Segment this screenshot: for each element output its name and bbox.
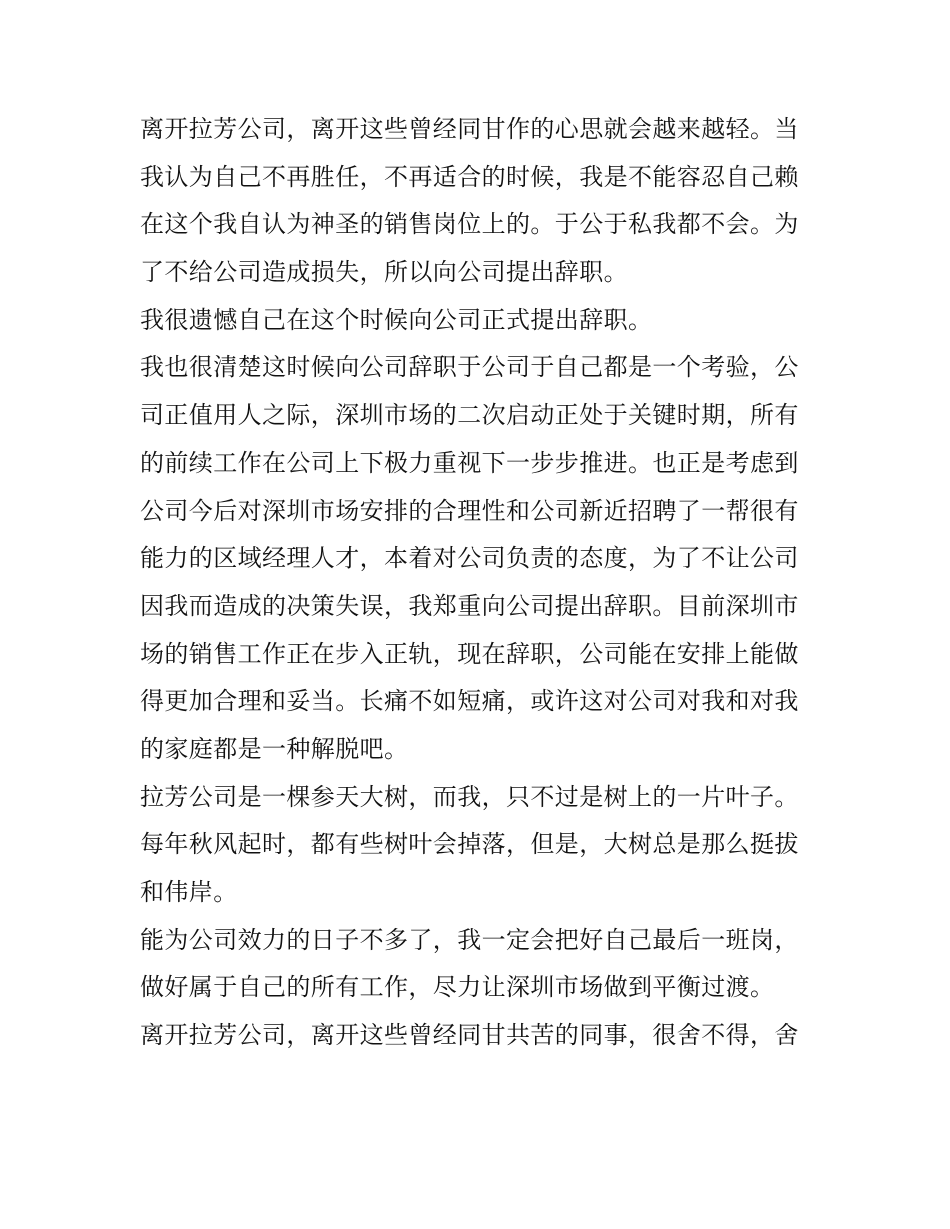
text-line: 了不给公司造成损失，所以向公司提出辞职。 (140, 258, 628, 287)
text-line: 司正值用人之际，深圳市场的二次启动正处于关键时期，所有 (140, 401, 799, 430)
text-line: 能为公司效力的日子不多了，我一定会把好自己最后一班岗， (140, 925, 799, 954)
text-line: 离开拉芳公司，离开这些曾经同甘共苦的同事，很舍不得，舍 (140, 1021, 799, 1050)
text-line: 我认为自己不再胜任，不再适合的时候，我是不能容忍自己赖 (140, 162, 799, 191)
text-line: 场的销售工作正在步入正轨，现在辞职，公司能在安排上能做 (140, 639, 799, 668)
text-line: 我很遗憾自己在这个时候向公司正式提出辞职。 (140, 305, 653, 334)
text-line: 和伟岸。 (140, 878, 238, 906)
text-line: 离开拉芳公司，离开这些曾经同甘作的心思就会越来越轻。当 (140, 115, 799, 143)
text-line: 在这个我自认为神圣的销售岗位上的。于公于私我都不会。为 (140, 210, 799, 239)
body-text (140, 106, 820, 1060)
text-line: 每年秋风起时，都有些树叶会掉落，但是，大树总是那么挺拔 (140, 830, 799, 859)
text-line: 公司今后对深圳市场安排的合理性和公司新近招聘了一帮很有 (140, 496, 799, 525)
text-line: 的家庭都是一种解脱吧。 (140, 734, 409, 763)
text-line: 做好属于自己的所有工作，尽力让深圳市场做到平衡过渡。 (140, 973, 775, 1002)
text-line: 我也很清楚这时候向公司辞职于公司于自己都是一个考验，公 (140, 353, 799, 382)
text-line: 得更加合理和妥当。长痛不如短痛，或许这对公司对我和对我 (140, 687, 799, 716)
text-line: 拉芳公司是一棵参天大树，而我，只不过是树上的一片叶子。 (140, 782, 799, 811)
text-line: 因我而造成的决策失误，我郑重向公司提出辞职。目前深圳市 (140, 591, 799, 620)
text-line: 能力的区域经理人才，本着对公司负责的态度，为了不让公司 (140, 544, 799, 573)
text-line: 的前续工作在公司上下极力重视下一步步推进。也正是考虑到 (140, 448, 799, 477)
